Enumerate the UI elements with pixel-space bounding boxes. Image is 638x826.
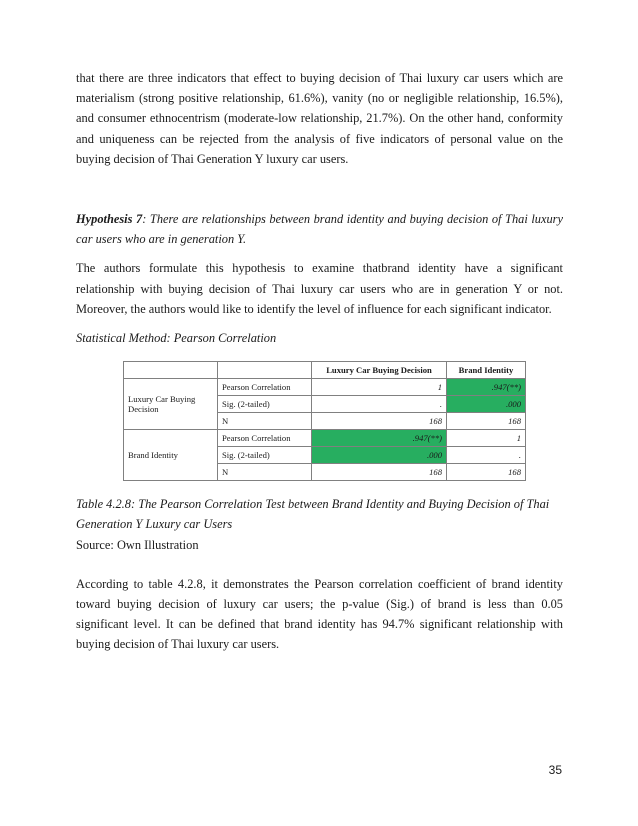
table-cell-highlighted: .000 [312,447,447,464]
table-cell: . [447,447,526,464]
row-label: Sig. (2-tailed) [218,396,312,413]
correlation-table-wrapper [123,361,563,481]
row-label: Sig. (2-tailed) [218,447,312,464]
paragraph-conclusion: According to table 4.2.8, it demonstrates the Pearson correlation coefficient of brand identity toward buying decision of luxury car users; the p-value (Sig.) of brand is less than 0.05 significant level. It can be defined that brand identity has 94.7% significant relationship with buying decision of Thai luxury car users. [76,576,563,652]
hypothesis-text: : There are relationships between brand identity and buying decision of Thai luxury car users who are in generation Y. [76,212,564,247]
table-caption: Table 4.2.8: The Pearson Correlation Test between Brand Identity and Buying Decision of Thai Generation Y Luxury car Users [76,497,550,532]
table-row [124,379,526,396]
hypothesis-statement [76,209,563,249]
document-page [76,68,563,655]
header-empty-cell [218,362,312,379]
page-number: 35 [548,763,562,777]
table-cell: 168 [312,464,447,481]
table-cell: 168 [447,413,526,430]
row-group-label: Brand Identity [124,430,218,481]
table-cell: 168 [447,464,526,481]
table-cell: 1 [447,430,526,447]
row-label: Pearson Correlation [218,430,312,447]
table-cell: 168 [312,413,447,430]
statistical-method: Statistical Method: Pearson Correlation [76,331,277,346]
paragraph-hypothesis-explanation: The authors formulate this hypothesis to examine thatbrand identity have a significant relationship with buying decision of Thai luxury car users who are in generation Y or not. Moreover, the authors would like to identify the level of influence for each significant indicator. [76,261,563,316]
header-empty-cell [124,362,218,379]
table-cell: . [312,396,447,413]
hypothesis-label: Hypothesis 7 [76,212,143,227]
row-group-label: Luxury Car Buying Decision [124,379,218,430]
table-cell-highlighted: .947(**) [447,379,526,396]
table-source: Source: Own Illustration [76,537,199,552]
row-label: Pearson Correlation [218,379,312,396]
correlation-table [123,361,526,481]
row-label: N [218,464,312,481]
column-header: Luxury Car Buying Decision [312,362,447,379]
row-label: N [218,413,312,430]
column-header: Brand Identity [447,362,526,379]
table-cell-highlighted: .000 [447,396,526,413]
table-cell: 1 [312,379,447,396]
paragraph-intro: that there are three indicators that effect to buying decision of Thai luxury car users which are materialism (strong positive relationship, 61.6%), vanity (no or negligible relationship, 16.5%), and consumer ethnocentrism (moderate-low relationship, 21.7%). On the other hand, conformity and uniqueness can be rejected from the analysis of five indicators of personal value on the buying decision of Thai Generation Y luxury car users. [76,71,563,166]
table-header-row [124,362,526,379]
table-cell-highlighted: .947(**) [312,430,447,447]
table-row [124,430,526,447]
